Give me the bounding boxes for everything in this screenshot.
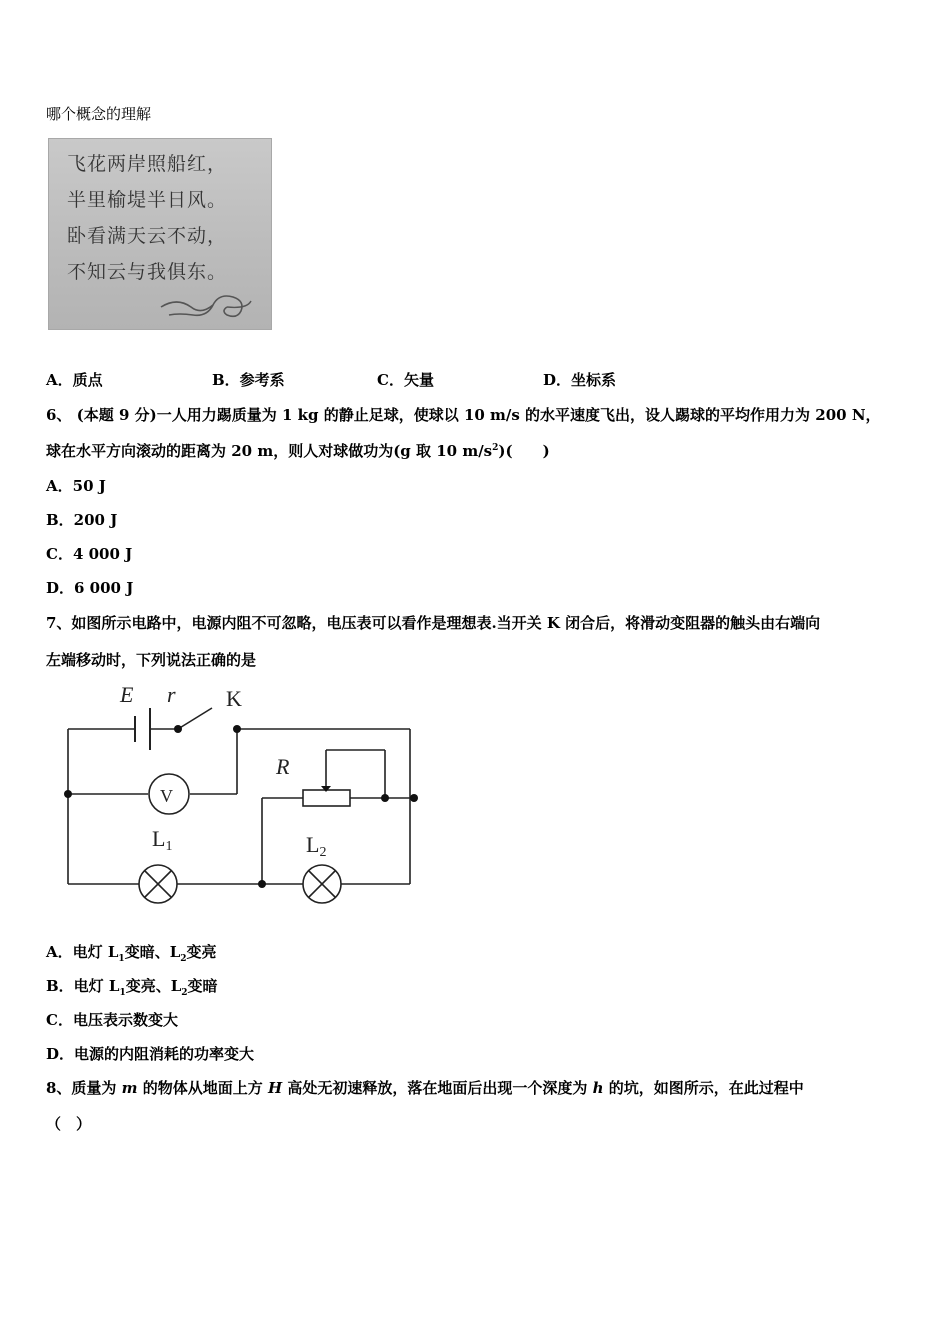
option-text: 变亮 <box>186 943 217 961</box>
q6-stem-text: )( ) <box>498 442 550 460</box>
cloud-icon <box>157 285 257 325</box>
label-l1-text: L <box>152 826 166 851</box>
q8-stem-line1 <box>46 1077 804 1098</box>
switch-contact <box>174 725 182 733</box>
q7-option-b[interactable] <box>46 975 218 998</box>
q6-stem-line2 <box>46 440 550 461</box>
q8-text: 的坑，如图所示，在此过程中 <box>603 1079 804 1097</box>
label-l1-sub: 1 <box>165 839 173 854</box>
q7-stem-line2: 左端移动时，下列说法正确的是 <box>46 651 257 669</box>
q6-stem-line1: 6、 (本题 9 分)一人用力踢质量为 1 kg 的静止足球，使球以 10 m/s 的水平速度飞出，设人踢球的平均作用力为 200 N， <box>46 406 881 424</box>
label-v: V <box>160 786 173 806</box>
junction-dot <box>64 790 72 798</box>
q8-text: 的物体从地面上方 <box>137 1079 268 1097</box>
poem-line: 不知云与我俱东。 <box>67 261 228 283</box>
q8-var-m: m <box>121 1079 138 1097</box>
option-text: 变暗 <box>187 977 218 995</box>
q7-option-d[interactable]: D．电源的内阻消耗的功率变大 <box>46 1045 255 1063</box>
label-l2-text: L <box>306 832 320 857</box>
junction-dot <box>258 880 266 888</box>
lamp-l1-icon <box>139 865 177 903</box>
q8-text: 8、质量为 <box>46 1079 122 1097</box>
q5-options <box>0 369 950 391</box>
junction-dot <box>410 794 418 802</box>
poem-line: 飞花两岸照船红， <box>67 153 228 175</box>
q6-stem-text: 球在水平方向滚动的距离为 20 m，则人对球做功为(g 取 10 m/s <box>46 442 493 460</box>
option-text: A．电灯 L <box>46 943 119 961</box>
option-c[interactable]: C．矢量 <box>377 371 434 389</box>
subscript: 1 <box>119 988 126 998</box>
option-text: 变暗、L <box>124 943 181 961</box>
circuit-diagram <box>50 680 430 910</box>
lamp-l2-icon <box>303 865 341 903</box>
q8-var-h: h <box>592 1079 604 1097</box>
q6-option-d[interactable]: D．6 000 J <box>46 579 134 597</box>
option-b[interactable]: B．参考系 <box>212 371 285 389</box>
subscript: 2 <box>181 988 188 998</box>
junction-dot <box>381 794 389 802</box>
label-e: E <box>120 682 134 707</box>
label-l1 <box>152 826 172 854</box>
q8-var-h-upper: H <box>268 1079 283 1097</box>
superscript: 2 <box>492 443 499 453</box>
q7-stem-line1: 7、如图所示电路中，电源内阻不可忽略，电压表可以看作是理想表.当开关 K 闭合后，将滑动变阻器的触头由右端向 <box>46 614 821 632</box>
option-text: B．电灯 L <box>46 977 120 995</box>
rheostat-icon <box>303 790 350 806</box>
option-text: 变亮、L <box>125 977 182 995</box>
poem-line: 半里榆堤半日风。 <box>67 189 228 211</box>
subscript: 2 <box>180 954 187 964</box>
junction-dot <box>233 725 241 733</box>
label-k: K <box>226 686 242 711</box>
q6-option-a[interactable]: A．50 J <box>46 477 106 495</box>
option-a[interactable]: A．质点 <box>46 371 103 389</box>
q6-option-c[interactable]: C．4 000 J <box>46 545 133 563</box>
label-rheostat: R <box>276 754 290 779</box>
subscript: 1 <box>118 954 125 964</box>
battery-icon <box>135 708 150 750</box>
q8-text: 高处无初速释放，落在地面后出现一个深度为 <box>282 1079 593 1097</box>
q7-option-a[interactable] <box>46 941 217 964</box>
q8-stem-line2: （ ） <box>46 1115 92 1133</box>
q7-option-c[interactable]: C．电压表示数变大 <box>46 1011 178 1029</box>
intro-text: 哪个概念的理解 <box>46 105 152 123</box>
q6-option-b[interactable]: B．200 J <box>46 511 118 529</box>
label-l2 <box>306 832 326 860</box>
option-d[interactable]: D．坐标系 <box>543 371 617 389</box>
label-r: r <box>167 682 176 707</box>
poem-line: 卧看满天云不动， <box>67 225 228 247</box>
poem-image <box>48 138 272 330</box>
label-l2-sub: 2 <box>319 845 327 860</box>
